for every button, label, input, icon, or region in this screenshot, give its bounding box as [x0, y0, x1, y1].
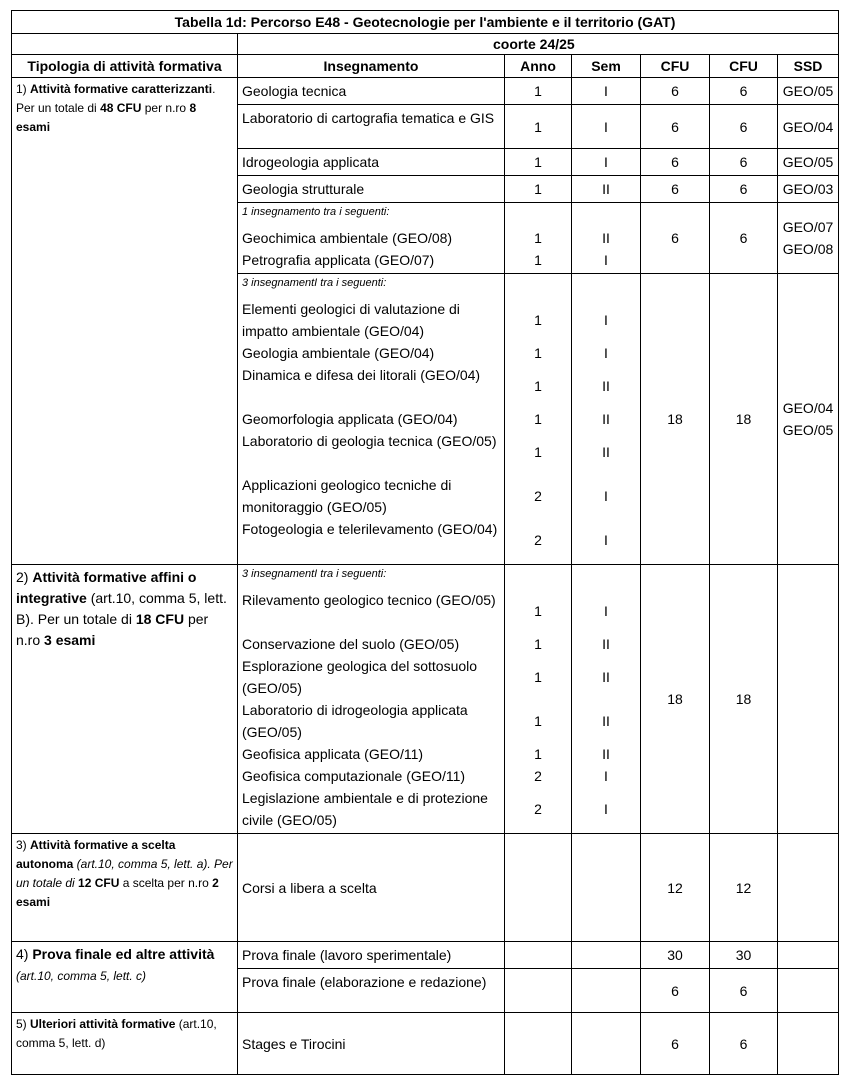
course-name: Elementi geologici di valutazione di impatto ambientale (GEO/04) [242, 301, 460, 339]
course-anno: 1 [505, 78, 572, 105]
course-name: Laboratorio di geologia tecnica (GEO/05) [242, 433, 497, 449]
group-b-cfu: 18 [641, 274, 710, 565]
section-3-label: Attività formative a scelta autonoma [16, 838, 176, 871]
course-ssd: GEO/05 [778, 149, 839, 176]
cohort-label: coorte 24/25 [238, 34, 839, 55]
course-ssd: GEO/03 [778, 176, 839, 203]
course-name: Corsi a libera a scelta [238, 834, 505, 942]
header-ssd: SSD [778, 55, 839, 78]
s4-cfu-2: 6 [710, 969, 778, 1013]
section-1-category: 1) Attività formative caratterizzanti. Per un totale di 48 CFU per n.ro 8 esami [12, 78, 238, 565]
course-name: Applicazioni geologico tecniche di monitoraggio (GEO/05) [242, 477, 452, 515]
course-sem: I [572, 78, 641, 105]
course-anno: 1 [505, 176, 572, 203]
elective-group-a [238, 203, 505, 274]
course-cfu-2: 6 [710, 176, 778, 203]
s5-cfu-2: 6 [710, 1013, 778, 1075]
s2-ssd [778, 565, 839, 834]
course-ssd: GEO/04 [778, 105, 839, 149]
s4-cfu: 30 [641, 942, 710, 969]
course-name: Conservazione del suolo (GEO/05) [242, 636, 460, 652]
header-cfu-2: CFU [710, 55, 778, 78]
section-1-label: Attività formative caratterizzanti [30, 82, 213, 96]
s4-cfu-2: 30 [710, 942, 778, 969]
course-name: Rilevamento geologico tecnico (GEO/05) [242, 592, 496, 608]
course-name: Laboratorio di idrogeologia applicata (GEO/05) [242, 702, 468, 740]
curriculum-table [11, 10, 839, 1075]
group-a-anno: 1 1 [505, 203, 572, 274]
elective-group-s2 [238, 565, 505, 834]
course-name: Fotogeologia e telerilevamento (GEO/04) [242, 521, 498, 537]
header-sem: Sem [572, 55, 641, 78]
header-anno: Anno [505, 55, 572, 78]
course-sem: II [572, 176, 641, 203]
course-name: Esplorazione geologica del sottosuolo (GEO/05) [242, 658, 478, 696]
group-b-sem: I I II II II I I [572, 274, 641, 565]
course-sem: I [572, 105, 641, 149]
course-name: Geologia strutturale [238, 176, 505, 203]
group-a-sem: II I [572, 203, 641, 274]
table-title: Tabella 1d: Percorso E48 - Geotecnologie per l'ambiente e il territorio (GAT) [12, 11, 839, 34]
group-b-anno: 1 1 1 1 1 2 2 [505, 274, 572, 565]
course-name: Prova finale (lavoro sperimentale) [238, 942, 505, 969]
course-name: Prova finale (elaborazione e redazione) [238, 969, 505, 1013]
s2-cfu: 18 [641, 565, 710, 834]
course-name: Laboratorio di cartografia tematica e GIS [238, 105, 505, 149]
course-anno: 1 [505, 149, 572, 176]
course-name: Geofisica applicata (GEO/11) [242, 746, 424, 762]
course-name: Geologia ambientale (GEO/04) [242, 345, 435, 361]
group-hint: 3 insegnamentI tra i seguenti: [242, 568, 387, 580]
s4-cfu: 6 [641, 969, 710, 1013]
group-a-cfu: 6 [641, 203, 710, 274]
course-cfu: 6 [641, 176, 710, 203]
section-3-category: 3) Attività formative a scelta autonoma (art.10, comma 5, lett. a). Per un totale di 12 CFU a scelta per n.ro 2 esami [12, 834, 238, 942]
s3-cfu-2: 12 [710, 834, 778, 942]
course-cfu: 6 [641, 105, 710, 149]
course-name: Dinamica e difesa dei litorali (GEO/04) [242, 367, 481, 383]
s2-sem: I II II II II I I [572, 565, 641, 834]
course-cfu-2: 6 [710, 78, 778, 105]
section-2-category: 2) Attività formative affini o integrative (art.10, comma 5, lett. B). Per un totale di 18 CFU per n.ro 3 esami [12, 565, 238, 834]
section-5-label: Ulteriori attività formative [30, 1017, 176, 1031]
s3-cfu: 12 [641, 834, 710, 942]
course-anno: 1 [505, 105, 572, 149]
course-name: Geofisica computazionale (GEO/11) [242, 768, 466, 784]
course-cfu-2: 6 [710, 149, 778, 176]
header-tipologia: Tipologia di attività formativa [12, 55, 238, 78]
course-name: Petrografia applicata (GEO/07) [242, 252, 435, 268]
s2-cfu-2: 18 [710, 565, 778, 834]
course-cfu: 6 [641, 78, 710, 105]
s2-anno: 1 1 1 1 1 2 2 [505, 565, 572, 834]
group-a-cfu-2: 6 [710, 203, 778, 274]
course-name: Geologia tecnica [238, 78, 505, 105]
course-sem: I [572, 149, 641, 176]
group-b-ssd: GEO/04 GEO/05 [778, 274, 839, 565]
group-hint: 1 insegnamento tra i seguenti: [242, 206, 390, 218]
course-ssd: GEO/05 [778, 78, 839, 105]
course-name: Idrogeologia applicata [238, 149, 505, 176]
group-b-cfu-2: 18 [710, 274, 778, 565]
elective-group-b [238, 274, 505, 565]
section-4-category: 4) Prova finale ed altre attività (art.10, comma 5, lett. c) [12, 942, 238, 1013]
course-cfu-2: 6 [710, 105, 778, 149]
course-name: Legislazione ambientale e di protezione civile (GEO/05) [242, 790, 488, 828]
course-name: Geomorfologia applicata (GEO/04) [242, 411, 458, 427]
s5-cfu: 6 [641, 1013, 710, 1075]
course-name: Geochimica ambientale (GEO/08) [242, 230, 453, 246]
course-name: Stages e Tirocini [238, 1013, 505, 1075]
section-2-label: Attività formative affini o integrative [16, 569, 197, 606]
section-5-category: 5) Ulteriori attività formative (art.10, comma 5, lett. d) [12, 1013, 238, 1075]
header-cfu: CFU [641, 55, 710, 78]
course-cfu: 6 [641, 149, 710, 176]
header-insegnamento: Insegnamento [238, 55, 505, 78]
section-4-label: Prova finale ed altre attività [32, 946, 215, 962]
group-a-ssd: GEO/07 GEO/08 [778, 203, 839, 274]
group-hint: 3 insegnamentI tra i seguenti: [242, 277, 387, 289]
